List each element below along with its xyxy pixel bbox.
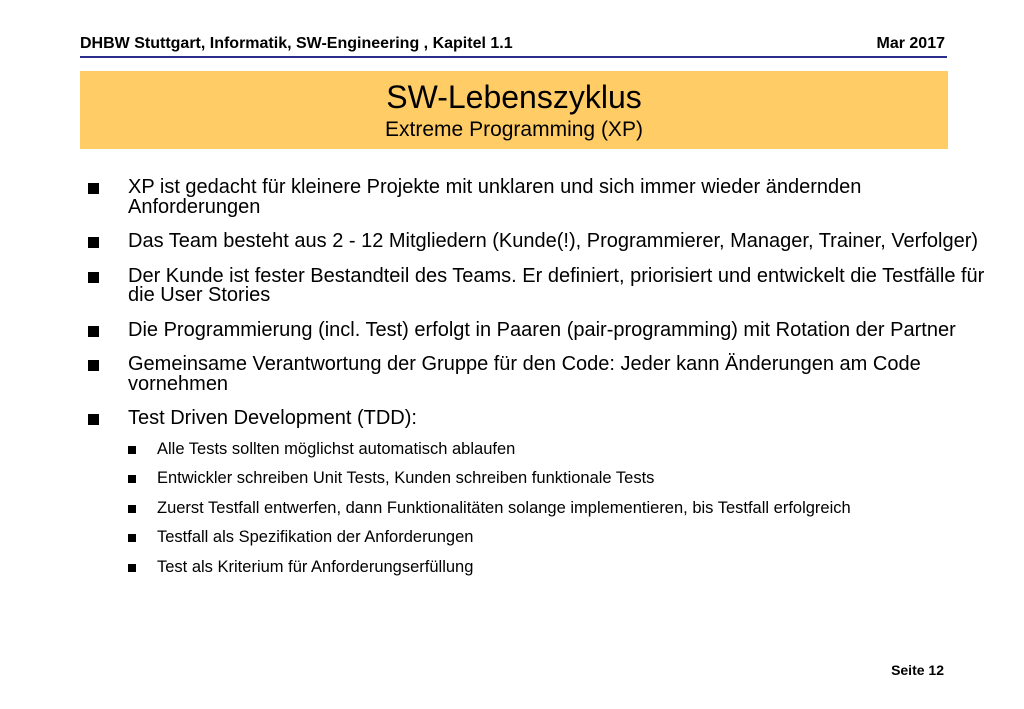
sub-bullet-item xyxy=(88,559,988,577)
sub-bullet-text: Zuerst Testfall entwerfen, dann Funktionalitäten solange implementieren, bis Testfall erfolgreich xyxy=(157,498,851,517)
bullet-text: Das Team besteht aus 2 - 12 Mitgliedern (Kunde(!), Programmierer, Manager, Trainer, Verfolger) xyxy=(128,230,979,252)
bullet-list xyxy=(88,178,988,588)
slide-header xyxy=(80,34,947,56)
bullet-item xyxy=(88,318,988,341)
bullet-text: Der Kunde ist fester Bestandteil des Teams. Er definiert, priorisiert und entwickelt die Testfälle für die User Stories xyxy=(128,264,985,306)
slide-subtitle: Extreme Programming (XP) xyxy=(385,118,643,141)
tdd-sub-list xyxy=(88,441,988,577)
title-banner xyxy=(80,71,948,149)
slide-title: SW-Lebenszyklus xyxy=(386,79,642,115)
bullet-text: Die Programmierung (incl. Test) erfolgt in Paaren (pair-programming) mit Rotation der Partner xyxy=(128,318,956,341)
square-bullet-icon xyxy=(88,272,99,283)
bullet-item xyxy=(88,355,988,394)
square-bullet-icon xyxy=(88,414,99,425)
sub-bullet-text: Testfall als Spezifikation der Anforderungen xyxy=(157,528,474,546)
small-square-bullet-icon xyxy=(128,446,136,454)
bullet-text: Gemeinsame Verantwortung der Gruppe für den Code: Jeder kann Änderungen am Code vornehmen xyxy=(128,353,921,395)
sub-bullet-text: Entwickler schreiben Unit Tests, Kunden schreiben funktionale Tests xyxy=(157,469,655,487)
sub-bullet-item xyxy=(88,441,988,459)
bullet-item xyxy=(88,264,988,306)
page-number: Seite 12 xyxy=(891,662,944,678)
small-square-bullet-icon xyxy=(128,534,136,542)
square-bullet-icon xyxy=(88,183,99,194)
sub-bullet-text: Alle Tests sollten möglichst automatisch ablaufen xyxy=(157,439,516,458)
bullet-item-tdd xyxy=(88,409,988,429)
bullet-text: Test Driven Development (TDD): xyxy=(128,407,417,429)
sub-bullet-item xyxy=(88,470,988,488)
sub-bullet-item xyxy=(88,500,988,518)
header-date: Mar 2017 xyxy=(876,35,945,52)
sub-bullet-text: Test als Kriterium für Anforderungserfüllung xyxy=(157,557,474,576)
bullet-item xyxy=(88,232,988,252)
square-bullet-icon xyxy=(88,360,99,371)
square-bullet-icon xyxy=(88,326,99,337)
square-bullet-icon xyxy=(88,237,99,248)
small-square-bullet-icon xyxy=(128,505,136,513)
header-divider xyxy=(80,56,947,58)
bullet-item xyxy=(88,178,988,217)
sub-bullet-item xyxy=(88,529,988,547)
header-course-title: DHBW Stuttgart, Informatik, SW-Engineering , Kapitel 1.1 xyxy=(80,35,513,52)
bullet-text: XP ist gedacht für kleinere Projekte mit unklaren und sich immer wieder ändernden Anforderungen xyxy=(128,176,862,218)
small-square-bullet-icon xyxy=(128,564,136,572)
small-square-bullet-icon xyxy=(128,475,136,483)
